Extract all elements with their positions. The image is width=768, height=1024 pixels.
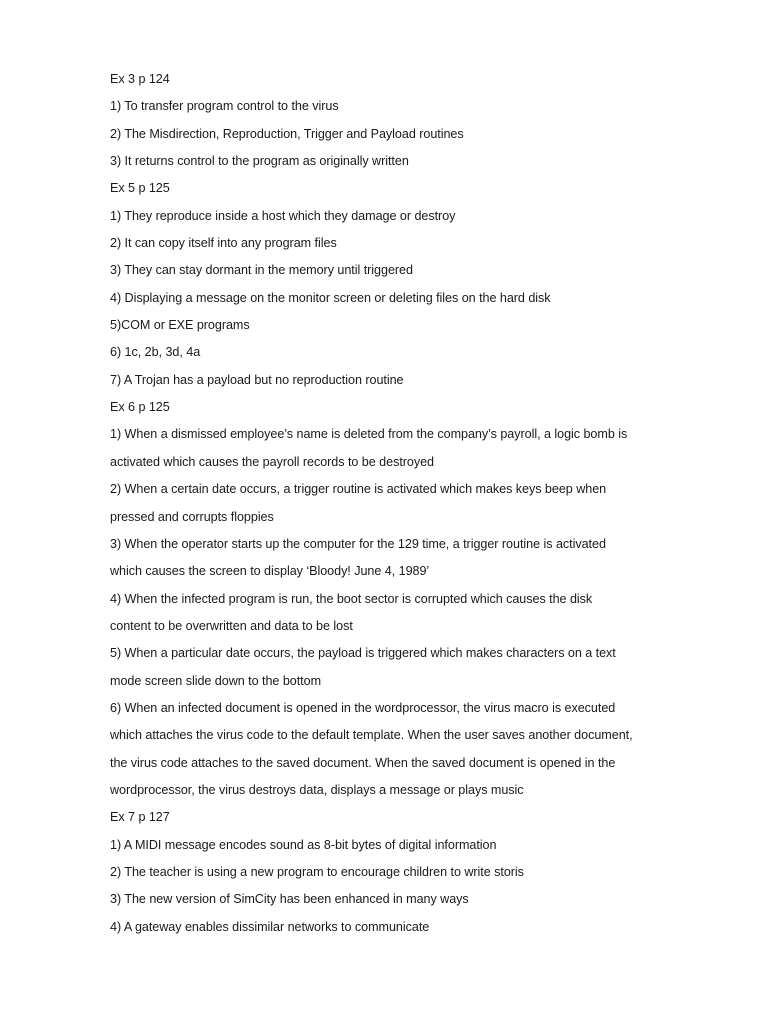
answer-line: 1) When a dismissed employee’s name is deleted from the company’s payroll, a logic bomb is [110,427,628,442]
answer-line: 1) A MIDI message encodes sound as 8-bit bytes of digital information [110,837,497,852]
answer-line: 1) To transfer program control to the virus [110,99,339,114]
answer-line: pressed and corrupts floppies [110,509,274,524]
answer-line: which attaches the virus code to the default template. When the user saves another document, [110,728,633,743]
answer-line: 1) They reproduce inside a host which they damage or destroy [110,208,456,223]
answer-line: 3) The new version of SimCity has been enhanced in many ways [110,892,469,907]
answer-line: 2) The Misdirection, Reproduction, Trigger and Payload routines [110,126,464,141]
answer-line: which causes the screen to display ‘Bloody! June 4, 1989’ [110,564,430,579]
answer-line: 6) 1c, 2b, 3d, 4a [110,345,201,360]
document-body [110,66,670,941]
answer-line: 5)COM or EXE programs [110,318,250,333]
heading-ex7: Ex 7 p 127 [110,810,170,825]
heading-ex3: Ex 3 p 124 [110,72,170,86]
answer-line: 2) It can copy itself into any program files [110,236,337,251]
answer-line: mode screen slide down to the bottom [110,673,322,688]
answer-line: 6) When an infected document is opened in the wordprocessor, the virus macro is executed [110,700,616,715]
answer-line: 4) Displaying a message on the monitor screen or deleting files on the hard disk [110,290,551,305]
answer-line: 3) When the operator starts up the computer for the 129 time, a trigger routine is activated [110,536,606,551]
answer-line: 3) It returns control to the program as originally written [110,154,409,169]
heading-ex5: Ex 5 p 125 [110,181,170,196]
answer-line: 3) They can stay dormant in the memory until triggered [110,263,413,278]
answer-line: activated which causes the payroll records to be destroyed [110,454,435,469]
answer-line: wordprocessor, the virus destroys data, displays a message or plays music [110,782,524,797]
answer-line: 2) When a certain date occurs, a trigger routine is activated which makes keys beep when [110,482,607,497]
answer-line: 4) A gateway enables dissimilar networks to communicate [110,919,430,934]
answer-line: 7) A Trojan has a payload but no reproduction routine [110,372,404,387]
heading-ex6: Ex 6 p 125 [110,400,170,415]
answer-line: 4) When the infected program is run, the boot sector is corrupted which causes the disk [110,591,593,606]
answer-line: the virus code attaches to the saved document. When the saved document is opened in the [110,755,616,770]
answer-line: content to be overwritten and data to be lost [110,618,353,633]
answer-line: 5) When a particular date occurs, the payload is triggered which makes characters on a text [110,646,616,661]
answer-line: 2) The teacher is using a new program to encourage children to write storis [110,864,524,879]
